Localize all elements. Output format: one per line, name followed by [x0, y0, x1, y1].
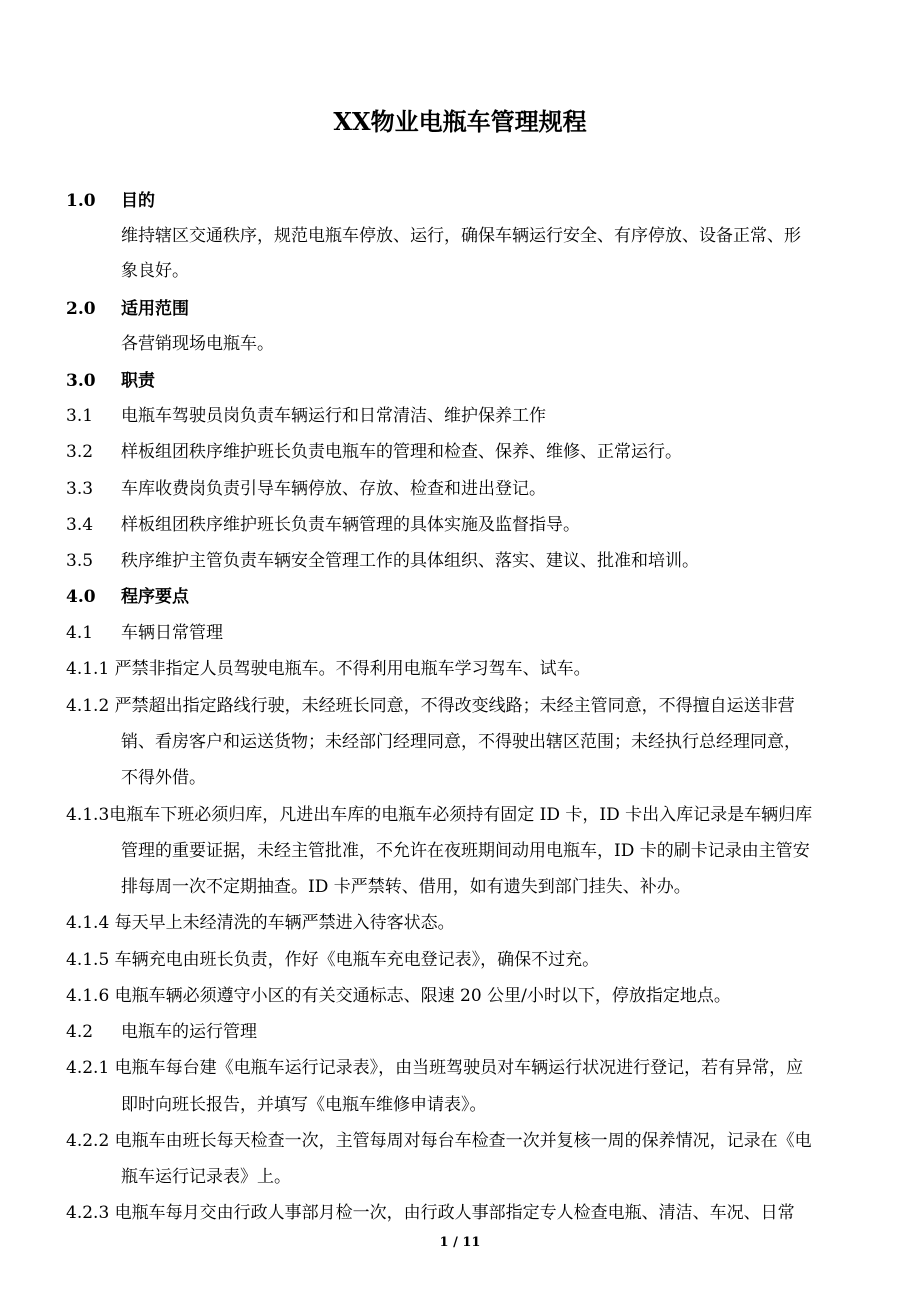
clause-4-1-4: 4.1.4 每天早上未经清洗的车辆严禁进入待客状态。	[66, 913, 455, 933]
paragraph-line: 各营销现场电瓶车。	[121, 334, 274, 354]
clause-continuation: 即时向班长报告，并填写《电瓶车维修申请表》。	[121, 1095, 487, 1115]
section-title: 职责	[121, 371, 155, 391]
item-number: 3.2	[66, 442, 94, 462]
section-number: 3.0	[66, 371, 96, 391]
clause-4-1-1: 4.1.1 严禁非指定人员驾驶电瓶车。不得利用电瓶车学习驾车、试车。	[66, 659, 591, 679]
item-text: 秩序维护主管负责车辆安全管理工作的具体组织、落实、建议、批准和培训。	[121, 551, 699, 571]
clause-4-2-2: 4.2.2 电瓶车由班长每天检查一次，主管每周对每台车检查一次并复核一周的保养情况，记录在《电	[66, 1131, 812, 1151]
page-number: 1 / 11	[439, 1235, 481, 1250]
subsection-title: 电瓶车的运行管理	[121, 1022, 257, 1042]
document-title: XX物业电瓶车管理规程	[333, 107, 587, 136]
section-number: 2.0	[66, 299, 96, 319]
clause-4-1-6: 4.1.6 电瓶车辆必须遵守小区的有关交通标志、限速 20 公里/小时以下，停放指定地点。	[66, 986, 731, 1006]
item-number: 3.1	[66, 406, 94, 426]
section-title: 程序要点	[121, 587, 189, 607]
item-text: 电瓶车驾驶员岗负责车辆运行和日常清洁、维护保养工作	[121, 406, 546, 426]
item-number: 3.3	[66, 479, 94, 499]
subsection-title: 车辆日常管理	[121, 623, 223, 643]
clause-continuation: 管理的重要证据，未经主管批准，不允许在夜班期间动用电瓶车，ID 卡的刷卡记录由主管安	[121, 841, 810, 861]
clause-4-2-3: 4.2.3 电瓶车每月交由行政人事部月检一次，由行政人事部指定专人检查电瓶、清洁、车况、日常	[66, 1203, 795, 1223]
section-number: 1.0	[66, 191, 96, 211]
paragraph-line: 维持辖区交通秩序，规范电瓶车停放、运行，确保车辆运行安全、有序停放、设备正常、形	[121, 226, 801, 246]
section-title: 适用范围	[121, 299, 189, 319]
section-title: 目的	[121, 191, 155, 211]
clause-4-2-1: 4.2.1 电瓶车每台建《电瓶车运行记录表》，由当班驾驶员对车辆运行状况进行登记，若有异常，应	[66, 1058, 804, 1078]
subsection-number: 4.1	[66, 623, 94, 643]
item-text: 样板组团秩序维护班长负责电瓶车的管理和检查、保养、维修、正常运行。	[121, 442, 682, 462]
section-number: 4.0	[66, 587, 96, 607]
clause-4-1-5: 4.1.5 车辆充电由班长负责，作好《电瓶车充电登记表》，确保不过充。	[66, 950, 600, 970]
clause-continuation: 不得外借。	[121, 768, 206, 788]
clause-continuation: 瓶车运行记录表》上。	[121, 1167, 291, 1187]
subsection-number: 4.2	[66, 1022, 94, 1042]
clause-4-1-3: 4.1.3电瓶车下班必须归库，凡进出车库的电瓶车必须持有固定 ID 卡，ID 卡出入库记录是车辆归库	[66, 805, 813, 825]
clause-continuation: 销、看房客户和运送货物；未经部门经理同意，不得驶出辖区范围；未经执行总经理同意，	[121, 732, 801, 752]
clause-continuation: 排每周一次不定期抽查。ID 卡严禁转、借用，如有遗失到部门挂失、补办。	[121, 877, 691, 897]
item-text: 车库收费岗负责引导车辆停放、存放、检查和进出登记。	[121, 479, 546, 499]
item-number: 3.5	[66, 551, 94, 571]
item-text: 样板组团秩序维护班长负责车辆管理的具体实施及监督指导。	[121, 515, 580, 535]
clause-4-1-2: 4.1.2 严禁超出指定路线行驶，未经班长同意，不得改变线路；未经主管同意，不得擅自运送非营	[66, 696, 795, 716]
paragraph-line: 象良好。	[121, 261, 189, 281]
item-number: 3.4	[66, 515, 94, 535]
